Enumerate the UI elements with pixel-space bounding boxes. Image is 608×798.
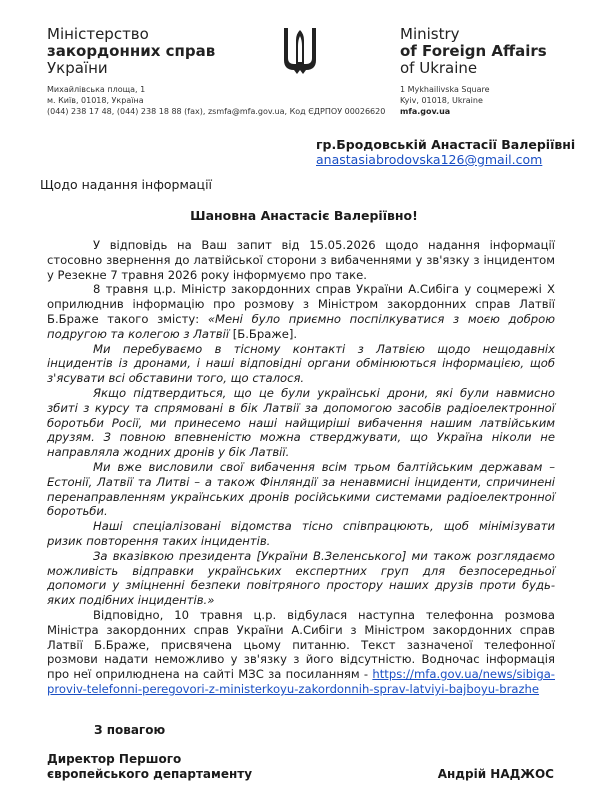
subject: Щодо надання інформації — [40, 177, 213, 192]
address-ua-line2: м. Київ, 01018, Україна — [47, 96, 144, 105]
signatory-title-line1: Директор Першого — [47, 752, 182, 766]
paragraph-3 — [47, 608, 555, 697]
quote-paragraph-3: Ми вже висловили свої вибачення всім трьом балтійським державам – Естонії, Латвії та Литві – а також Фінляндії за ненавмисні інциденти, спричинені перенаправленням українських дронів російськими системами радіоелектронної боротьби. — [47, 459, 555, 519]
address-en-line1: 1 Mykhailivska Square — [400, 85, 490, 94]
recipient-name: гр.Бродовській Анастасії Валеріївні — [316, 137, 576, 152]
paragraph-3-text: Відповідно, 10 травня ц.р. відбулася наступна телефонна розмова Міністра закордонних справ України А.Сибіги з Міністром закордонних справ Латвії Б.Браже, присвячена цьому питанню. Текст зазначеної телефонної розмови надати неможливо у зв'язку з його відсутністю. Водночас інформація про неї оприлюднена на сайті МЗС за посиланням - — [47, 607, 555, 682]
ministry-name-en-line3: of Ukraine — [400, 59, 478, 77]
paragraph-2-quote: «Мені було приємно поспілкуватися з моєю доброю подругою та колегою з Латвії — [47, 311, 555, 341]
paragraph-1: У відповідь на Ваш запит від 15.05.2026 щодо надання інформації стосовно звернення до латвійської сторони з вибаченнями у зв'язку з інцидентом у Резекне 7 травня 2026 року інформуємо про таке. — [47, 238, 555, 282]
quote-paragraph-5 — [47, 549, 555, 608]
tryzub-icon — [280, 26, 320, 76]
closing: З повагою — [94, 723, 166, 737]
signatory-name: Андрій НАДЖОС — [437, 767, 554, 781]
contacts-ua: (044) 238 17 48, (044) 238 18 88 (fax), zsmfa@mfa.gov.ua, Код ЄДРПОУ 00026620 — [47, 107, 386, 116]
ministry-name-en-line2: of Foreign Affairs — [400, 42, 547, 60]
website: mfa.gov.ua — [400, 107, 451, 116]
ministry-name-ua-line2: закордонних справ — [47, 42, 216, 60]
address-ua-line1: Михайлівська площа, 1 — [47, 85, 146, 94]
quote-paragraph-4: Наші спеціалізовані відомства тісно співпрацюють, щоб мінімізувати ризик повторення таких інцидентів. — [47, 519, 555, 548]
address-en-line2: Kyiv, 01018, Ukraine — [400, 96, 483, 105]
quote-paragraph-2: Якщо підтвердиться, що це були українські дрони, які були навмисно збиті з курсу та спрямовані в бік Латвії за допомогою засобів радіоелектронної боротьби Росії, ми принесемо наші найщиріші вибачення нашим латвійським друзям. З повною впевненістю можна стверджувати, що Україна ніколи не направляла жодних дронів у бік Латвії. — [47, 385, 555, 460]
ministry-name-ua-line1: Міністерство — [47, 25, 149, 43]
quote-paragraph-5-c: ми також розглядаємо можливість відправки українських експертних груп для безпосередньої допомоги у зміцненні безпеки повітряного простору наших друзів проти будь-яких подібних інцидентів.» — [47, 548, 556, 608]
mfa-news-link[interactable]: https://mfa.gov.ua/news/sibiga-proviv-telefonni-peregovori-z-ministerkoyu-zakordonnih-sprav-latviyi-bajboyu-brazhe — [47, 667, 555, 696]
signatory-title-line2: європейського департаменту — [47, 766, 253, 781]
address-ua — [47, 84, 385, 117]
header-right — [400, 26, 547, 77]
quote-paragraph-1: Ми перебуваємо в тісному контакті з Латвією щодо нещодавніх інцидентів із дронами, і наші відповідні органи обмінюються інформацією, щоб з'ясувати всі обставини того, що сталося. — [47, 341, 555, 386]
ministry-name-ua-line3: України — [47, 59, 108, 77]
letter-body — [47, 238, 555, 697]
paragraph-2-lead: 8 травня ц.р. Міністр закордонних справ України А.Сибіга у соцмережі X оприлюднив інформацію про розмову з Міністром закордонних справ Латвії Б.Браже такого змісту: — [47, 282, 555, 326]
recipient-email[interactable]: anastasiabrodovska126@gmail.com — [316, 152, 543, 167]
ministry-name-en-line1: Ministry — [400, 25, 460, 43]
signatory-title — [47, 752, 252, 781]
address-en — [400, 84, 490, 117]
header-left — [47, 26, 215, 77]
salutation: Шановна Анастасіє Валеріївно! — [190, 208, 418, 223]
quote-paragraph-5-a: За вказівкою президента — [93, 548, 257, 563]
quote-paragraph-5-b: [України В.Зеленського] — [256, 548, 407, 563]
paragraph-2 — [47, 282, 555, 341]
paragraph-2-tail: [Б.Браже]. — [229, 326, 298, 341]
